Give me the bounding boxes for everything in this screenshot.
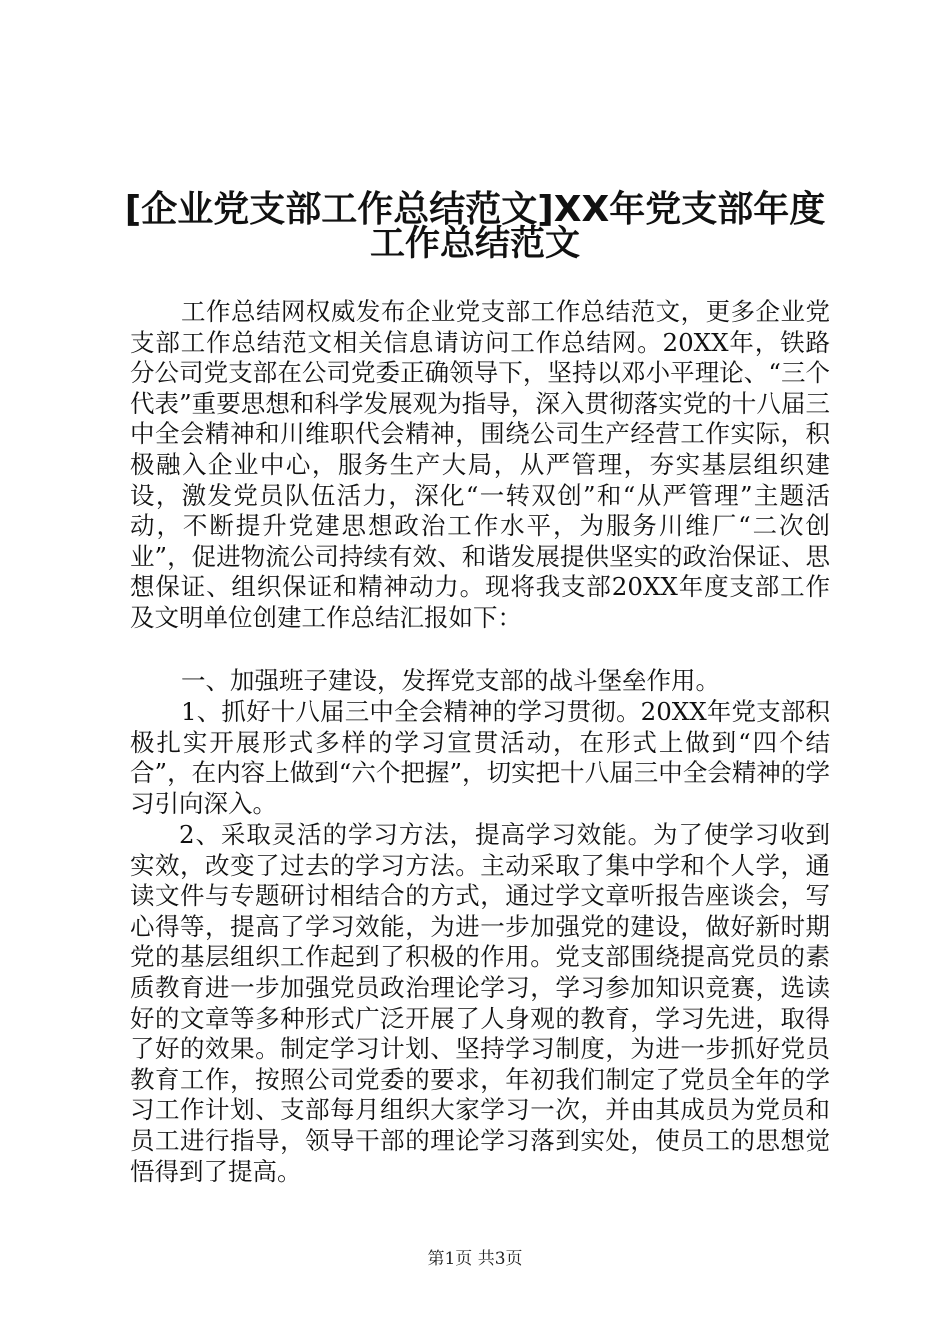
paragraph-item-2: 2、采取灵活的学习方法，提高学习效能。为了使学习收到实效，改变了过去的学习方法。主动采取了集中学和个人学，通读文件与专题研讨相结合的方式，通过学文章听报告座谈会，写心得等，提高了学习效能，为进一步加强党的建设，做好新时期党的基层组织工作起到了积极的作用。党支部围绕提高党员的素质教育进一步加强党员政治理论学习，学习参加知识竞赛，选读好的文章等多种形式广泛开展了人身观的教育，学习先进，取得了好的效果。制定学习计划、坚持学习制度，为进一步抓好党员教育工作，按照公司党委的要求，年初我们制定了党员全年的学习工作计划、支部每月组织大家学习一次，并由其成员为党员和员工进行指导，领导干部的理论学习落到实处，使员工的思想觉悟得到了提高。: [130, 820, 830, 1186]
document-title-line-2: 工作总结范文: [369, 224, 580, 264]
paragraph-intro: 工作总结网权威发布企业党支部工作总结范文，更多企业党支部工作总结范文相关信息请访问工作总结网。20XX年，铁路分公司党支部在公司党委正确领导下，坚持以邓小平理论、“三个代表”重要思想和科学发展观为指导，深入贯彻落实党的十八届三中全会精神和川维职代会精神，围绕公司生产经营工作实际，积极融入企业中心，服务生产大局，从严管理，夯实基层组织建设，激发党员队伍活力，深化“一转双创”和“从严管理”主题活动，不断提升党建思想政治工作水平，为服务川维厂“二次创业”，促进物流公司持续有效、和谐发展提供坚实的政治保证、思想保证、组织保证和精神动力。现将我支部20XX年度支部工作及文明单位创建工作总结汇报如下：: [130, 297, 830, 632]
paragraph-item-1: 1、抓好十八届三中全会精神的学习贯彻。20XX年党支部积极扎实开展形式多样的学习宣贯活动，在形式上做到“四个结合”，在内容上做到“六个把握”，切实把十八届三中全会精神的学习引向深入。: [130, 697, 830, 818]
section-heading-1: 一、加强班子建设，发挥党支部的战斗堡垒作用。: [181, 666, 720, 695]
document-title-line-1: [企业党支部工作总结范文]XX年党支部年度: [124, 189, 826, 230]
page-number-footer: 第1页 共3页: [427, 1249, 523, 1269]
